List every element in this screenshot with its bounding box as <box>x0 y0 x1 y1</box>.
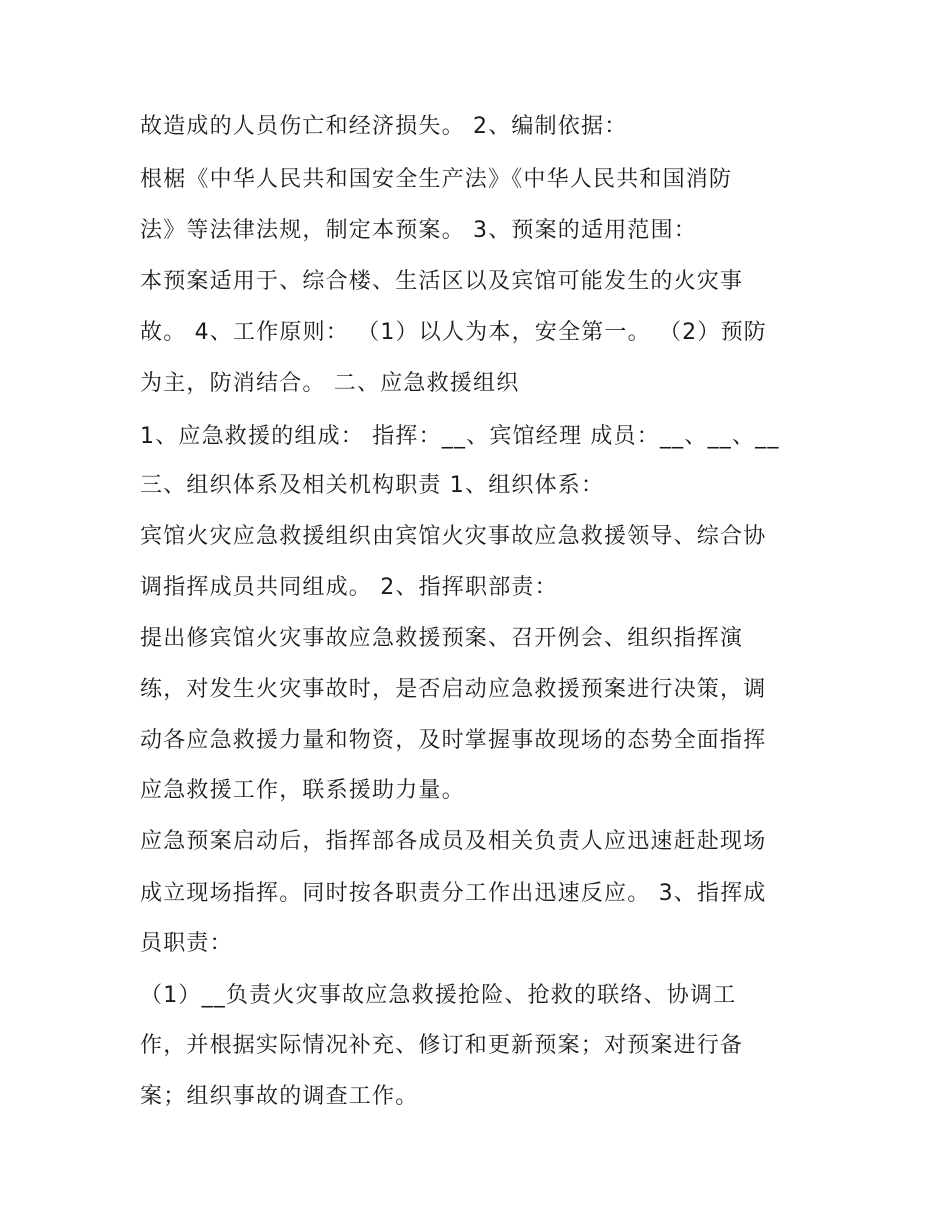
text-line: 1、应急救援的组成： 指挥：__、宾馆经理 成员：__、__、__ <box>140 424 780 449</box>
text-line: 本预案适用于、综合楼、生活区以及宾馆可能发生的火灾事 <box>140 269 744 294</box>
text-line: 法》等法律法规，制定本预案。 3、预案的适用范围： <box>140 218 697 243</box>
text-line: 为主，防消结合。 二、应急救援组织 <box>140 371 520 396</box>
text-line: 应急救援工作，联系援助力量。 <box>140 778 465 803</box>
text-line: 宾馆火灾应急救援组织由宾馆火灾事故应急救援领导、综合协 <box>140 524 767 549</box>
text-line: 三、组织体系及相关机构职责 1、组织体系： <box>140 473 605 498</box>
text-line: 成立现场指挥。同时按各职责分工作出迅速反应。 3、指挥成 <box>140 881 767 906</box>
text-line: 应急预案启动后，指挥部各成员及相关负责人应迅速赶赴现场 <box>140 829 767 854</box>
text-line: 故造成的人员伤亡和经济损失。 2、编制依据： <box>140 114 628 139</box>
text-line: （1）__负责火灾事故应急救援抢险、抢救的联络、协调工 <box>140 983 737 1008</box>
text-line: 练，对发生火灾事故时，是否启动应急救援预案进行决策，调 <box>140 677 767 702</box>
text-line: 作，并根据实际情况补充、修订和更新预案；对预案进行备 <box>140 1033 744 1058</box>
text-line: 员职责： <box>140 931 233 956</box>
text-line: 调指挥成员共同组成。 2、指挥职部责： <box>140 575 558 600</box>
text-line: 根椐《中华人民共和国安全生产法》《中华人民共和国消防 <box>140 167 733 192</box>
text-line: 动各应急救援力量和物资，及时掌握事故现场的态势全面指挥 <box>140 728 767 753</box>
text-line: 故。 4、工作原则： （1）以人为本，安全第一。 （2）预防 <box>140 320 767 345</box>
text-line: 案；组织事故的调查工作。 <box>140 1084 419 1109</box>
text-line: 提出修宾馆火灾事故应急救援预案、召开例会、组织指挥演 <box>140 626 744 651</box>
